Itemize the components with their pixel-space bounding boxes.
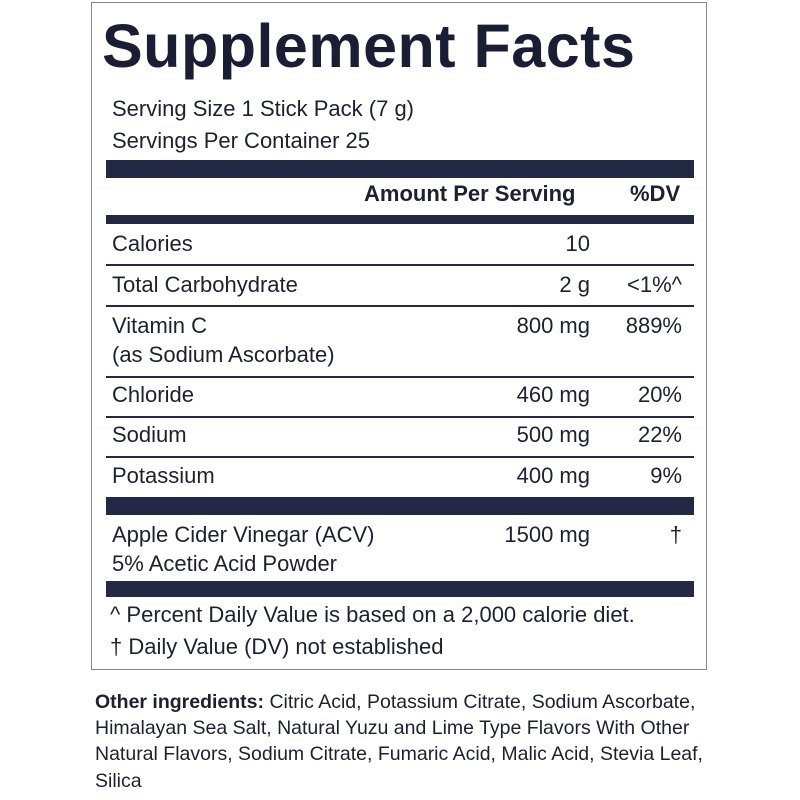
nutrient-row-potassium [106, 461, 694, 491]
blend-source: 5% Acetic Acid Powder [112, 551, 338, 576]
other-ingredients-label: Other ingredients: [95, 691, 265, 713]
nutrient-dv: 9% [650, 463, 682, 488]
medium-divider [106, 215, 694, 224]
row-divider [106, 456, 694, 458]
amount-per-serving-header: Amount Per Serving [364, 181, 576, 206]
nutrient-row-acv [106, 520, 694, 580]
row-divider [106, 264, 694, 266]
supplement-facts-panel [91, 2, 707, 670]
thick-divider [106, 160, 694, 178]
servings-per-container: Servings Per Container 25 [112, 128, 371, 153]
nutrient-name: Calories [112, 231, 193, 256]
blend-amount: 1500 mg [504, 522, 590, 547]
nutrient-amount: 10 [565, 231, 590, 256]
other-ingredients-text: Citric Acid, Potassium Citrate, Sodium Ascorbate, Himalayan Sea Salt, Natural Yuzu and Lime Type Flavors With Other Natural Flavors, Sodium Citrate, Fumaric Acid, Malic Acid, Stevia Leaf, Silica [95, 691, 703, 792]
footnote-percent-dv: ^ Percent Daily Value is based on a 2,000 calorie diet. [110, 602, 635, 627]
nutrient-row-chloride [106, 380, 694, 410]
row-divider [106, 376, 694, 378]
blend-name: Apple Cider Vinegar (ACV) [112, 522, 375, 547]
nutrient-dv: 22% [637, 422, 682, 447]
thick-divider [106, 497, 694, 515]
nutrient-dv: 889% [625, 313, 682, 338]
nutrient-dv: 20% [637, 382, 682, 407]
nutrient-source: (as Sodium Ascorbate) [112, 342, 335, 367]
nutrient-name: Sodium [112, 422, 187, 447]
nutrient-name: Total Carbohydrate [112, 272, 298, 297]
nutrient-amount: 400 mg [516, 463, 590, 488]
nutrient-name: Vitamin C [112, 313, 207, 338]
nutrient-amount: 460 mg [516, 382, 590, 407]
nutrient-row-calories [106, 229, 694, 259]
nutrient-name: Potassium [112, 463, 215, 488]
nutrient-amount: 800 mg [516, 313, 590, 338]
serving-size: Serving Size 1 Stick Pack (7 g) [112, 96, 415, 121]
dv-header: %DV [630, 181, 681, 206]
nutrient-row-sodium [106, 420, 694, 450]
nutrient-name: Chloride [112, 382, 194, 407]
thick-divider [106, 581, 694, 597]
nutrient-dv: <1%^ [627, 272, 682, 297]
panel-title: Supplement Facts [102, 12, 636, 80]
footnote-dv-not-established: † Daily Value (DV) not established [110, 634, 444, 659]
nutrient-row-vitamin-c [106, 311, 694, 371]
blend-dv: † [669, 522, 682, 547]
nutrient-amount: 2 g [559, 272, 590, 297]
nutrient-amount: 500 mg [516, 422, 590, 447]
row-divider [106, 416, 694, 418]
nutrient-row-total-carbohydrate [106, 270, 694, 300]
other-ingredients [95, 689, 735, 794]
row-divider [106, 305, 694, 307]
